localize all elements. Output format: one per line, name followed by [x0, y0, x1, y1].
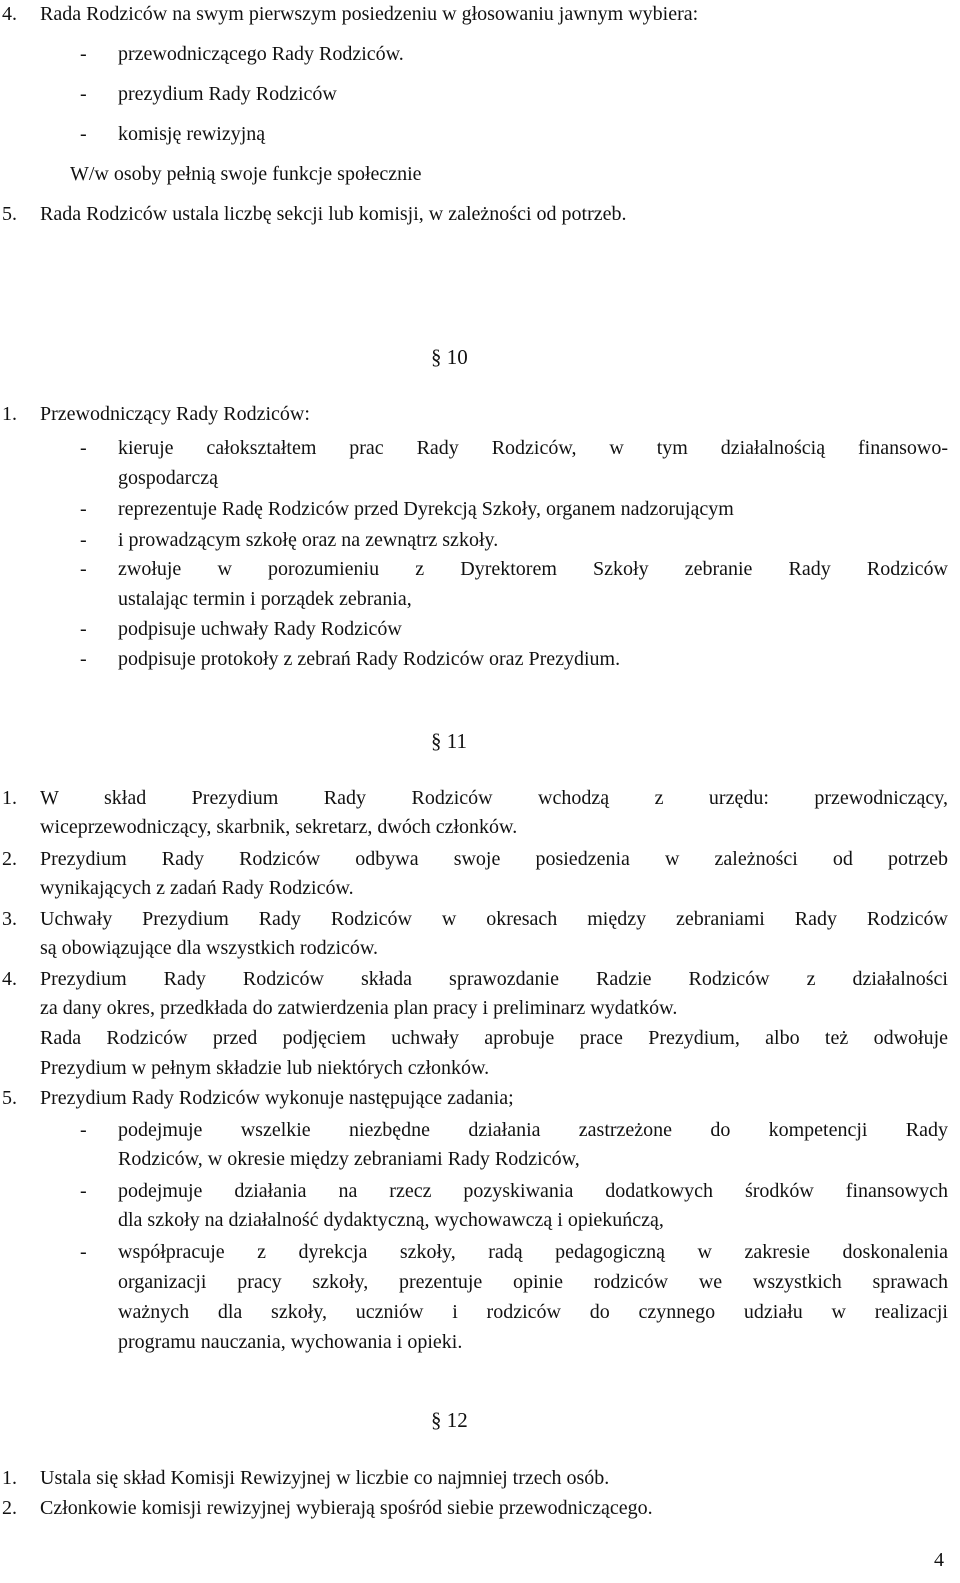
paragraph-text: Prezydium Rady Rodziców odbywa swoje posiedzenia w zależności od potrzeb [40, 848, 948, 870]
paragraph-text: Prezydium Rady Rodziców składa sprawozdanie Radzie Rodziców z działalności [40, 968, 948, 990]
paragraph-text: Rada Rodziców na swym pierwszym posiedzeniu w głosowaniu jawnym wybiera: [40, 3, 699, 25]
paragraph-text: Uchwały Prezydium Rady Rodziców w okresach między zebraniami Rady Rodziców [40, 908, 948, 930]
list-item: współpracuje z dyrekcja szkoły, radą pedagogiczną w zakresie doskonalenia [118, 1241, 948, 1263]
list-item: i prowadzącym szkołę oraz na zewnątrz szkoły. [118, 529, 499, 551]
note-text: W/w osoby pełnią swoje funkcje społecznie [70, 163, 422, 185]
list-dash: - [80, 43, 87, 65]
list-item-continued: dla szkoły na działalność dydaktyczną, wychowawczą i opiekuńczą, [118, 1209, 664, 1231]
item-number: 2. [2, 1497, 17, 1519]
list-item-continued: programu nauczania, wychowania i opieki. [118, 1331, 463, 1353]
paragraph-text: Członkowie komisji rewizyjnej wybierają spośród siebie przewodniczącego. [40, 1497, 653, 1519]
list-dash: - [80, 618, 87, 640]
list-item: kieruje całokształtem prac Rady Rodziców, w tym działalnością finansowo- [118, 437, 948, 459]
list-dash: - [80, 1180, 87, 1202]
section-heading: § 12 [431, 1408, 468, 1432]
paragraph-text: wynikających z zadań Rady Rodziców. [40, 877, 354, 899]
paragraph-text: W skład Prezydium Rady Rodziców wchodzą z urzędu: przewodniczący, [40, 787, 948, 809]
paragraph-text: Rada Rodziców przed podjęciem uchwały aprobuje prace Prezydium, albo też odwołuje [40, 1027, 948, 1049]
list-item: podejmuje wszelkie niezbędne działania zastrzeżone do kompetencji Rady [118, 1119, 948, 1141]
paragraph-text: Prezydium Rady Rodziców wykonuje następujące zadania; [40, 1087, 514, 1109]
paragraph-text: są obowiązujące dla wszystkich rodziców. [40, 937, 379, 959]
paragraph-text: Ustala się skład Komisji Rewizyjnej w liczbie co najmniej trzech osób. [40, 1467, 610, 1489]
list-dash: - [80, 529, 87, 551]
list-item-continued: ważnych dla szkoły, uczniów i rodziców do czynnego udziału w realizacji [118, 1301, 948, 1323]
paragraph-text: wiceprzewodniczący, skarbnik, sekretarz, dwóch członków. [40, 816, 518, 838]
paragraph-text: Przewodniczący Rady Rodziców: [40, 403, 310, 425]
list-dash: - [80, 1241, 87, 1263]
list-item-continued: organizacji pracy szkoły, prezentuje opinie rodziców we wszystkich sprawach [118, 1271, 948, 1293]
list-dash: - [80, 648, 87, 670]
item-number: 5. [2, 203, 17, 225]
list-dash: - [80, 498, 87, 520]
list-item: podpisuje uchwały Rady Rodziców [118, 618, 402, 640]
list-dash: - [80, 1119, 87, 1141]
paragraph-text: Rada Rodziców ustala liczbę sekcji lub komisji, w zależności od potrzeb. [40, 203, 627, 225]
item-number: 4. [2, 968, 17, 990]
list-dash: - [80, 83, 87, 105]
page-number: 4 [934, 1549, 944, 1571]
list-item: reprezentuje Radę Rodziców przed Dyrekcją Szkoły, organem nadzorującym [118, 498, 734, 520]
item-number: 1. [2, 1467, 17, 1489]
item-number: 2. [2, 848, 17, 870]
list-dash: - [80, 437, 87, 459]
paragraph-text: Prezydium w pełnym składzie lub niektórych członków. [40, 1057, 490, 1079]
section-heading: § 10 [431, 345, 468, 369]
list-item: podejmuje działania na rzecz pozyskiwania dodatkowych środków finansowych [118, 1180, 948, 1202]
paragraph-text: za dany okres, przedkłada do zatwierdzenia plan pracy i preliminarz wydatków. [40, 997, 678, 1019]
item-number: 3. [2, 908, 17, 930]
list-item-continued: Rodziców, w okresie między zebraniami Rady Rodziców, [118, 1148, 580, 1170]
list-item: podpisuje protokoły z zebrań Rady Rodziców oraz Prezydium. [118, 648, 621, 670]
section-heading: § 11 [431, 729, 467, 753]
list-dash: - [80, 123, 87, 145]
list-item: prezydium Rady Rodziców [118, 83, 337, 105]
list-item: zwołuje w porozumieniu z Dyrektorem Szkoły zebranie Rady Rodziców [118, 558, 948, 580]
item-number: 1. [2, 787, 17, 809]
list-item: przewodniczącego Rady Rodziców. [118, 43, 404, 65]
item-number: 5. [2, 1087, 17, 1109]
item-number: 1. [2, 403, 17, 425]
list-dash: - [80, 558, 87, 580]
list-item-continued: gospodarczą [118, 467, 218, 489]
list-item-continued: ustalając termin i porządek zebrania, [118, 588, 412, 610]
item-number: 4. [2, 3, 17, 25]
list-item: komisję rewizyjną [118, 123, 266, 145]
